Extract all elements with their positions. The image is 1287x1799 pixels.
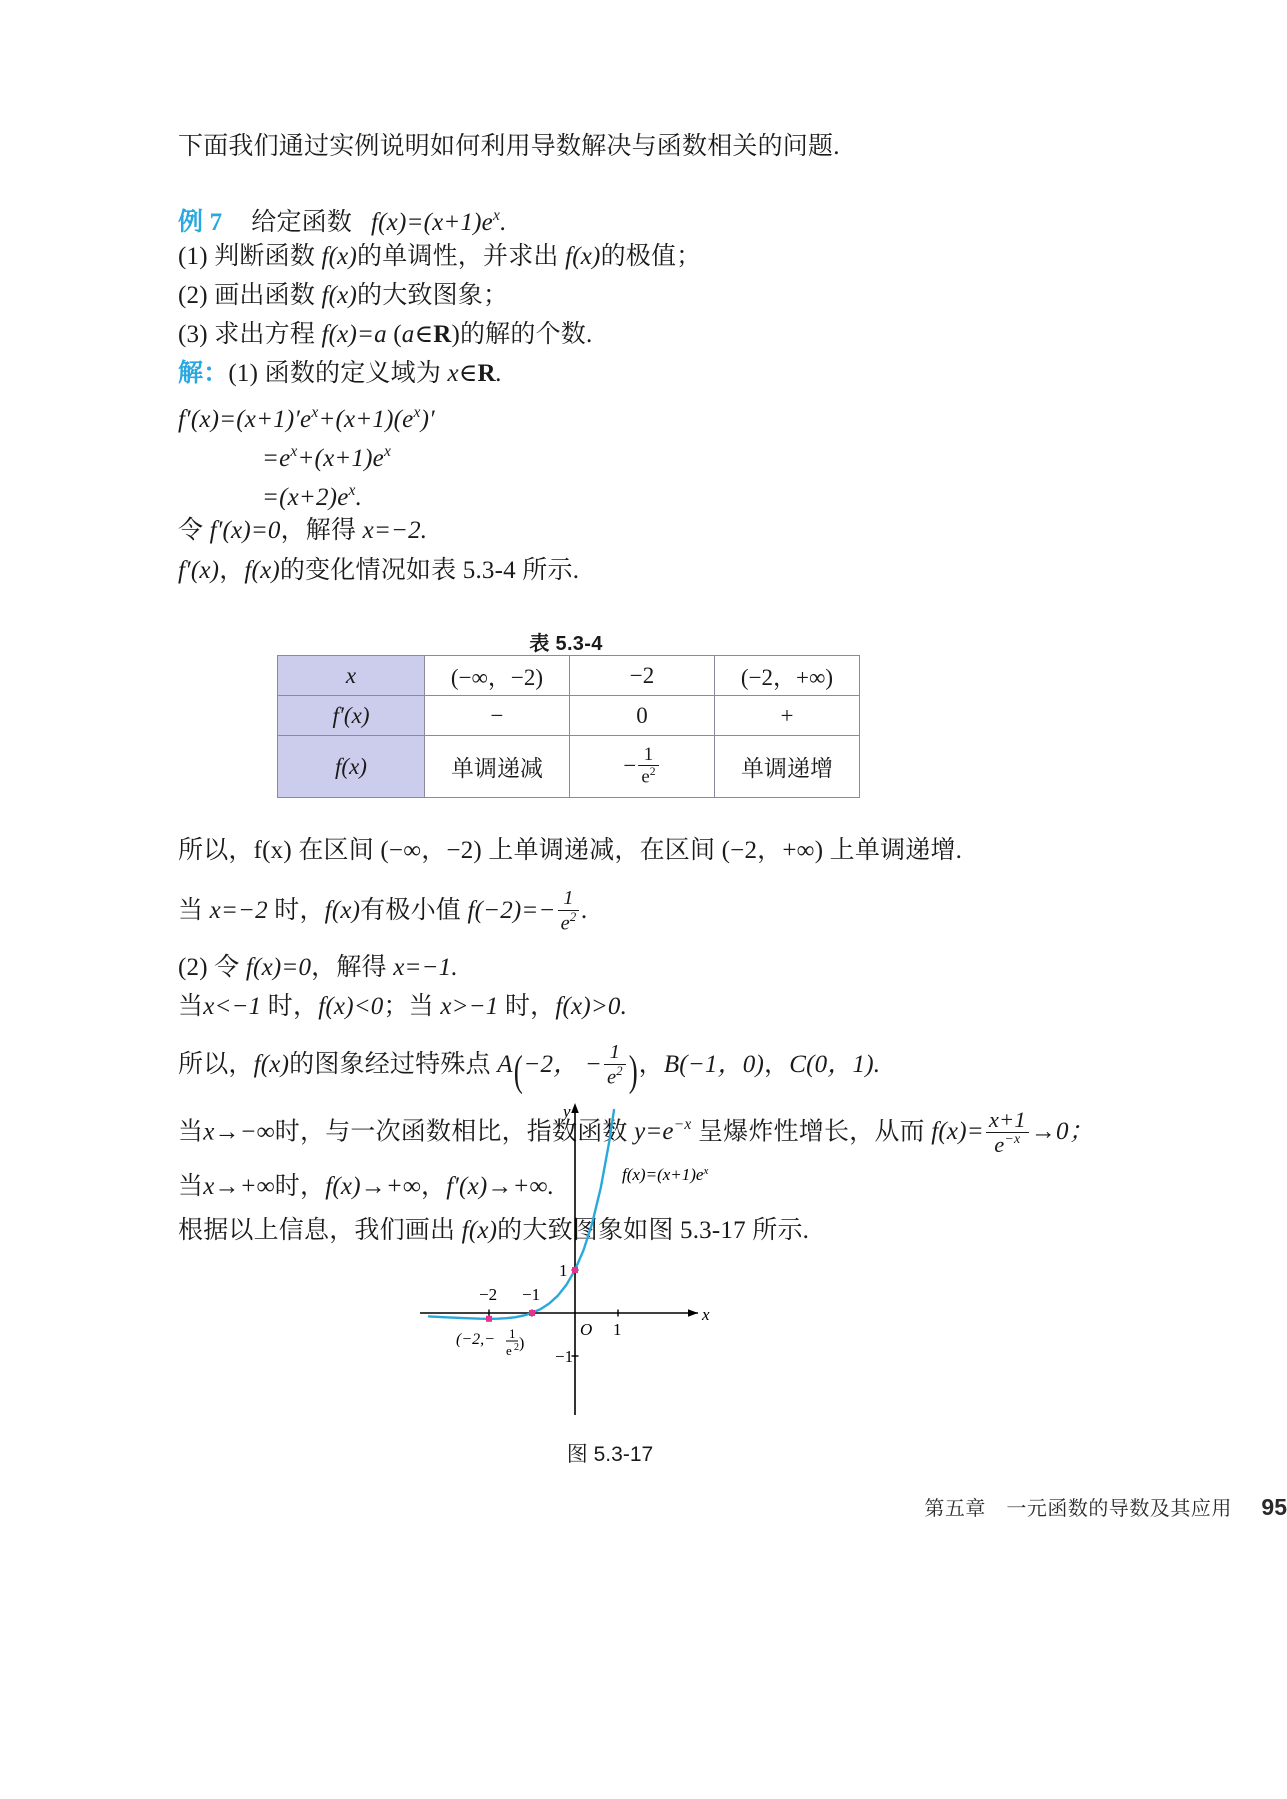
solution-label: 解： — [178, 360, 229, 387]
derivative-line-3: $=(x+2)e^x$. — [262, 482, 363, 512]
page-footer — [0, 1492, 1287, 1521]
x-tick-label-1: 1 — [613, 1320, 622, 1339]
example-function: $f(x)=(x+1)e^x$. — [370, 207, 507, 237]
table-caption: 表 5.3-4 — [529, 633, 603, 655]
part2-solve-zero: (2) 令 f(x)=0，解得 x=−1. — [178, 954, 458, 981]
y-axis-label: y — [563, 1102, 571, 1121]
y-tick-label--1: −1 — [555, 1347, 574, 1366]
svg-text:2: 2 — [514, 1342, 519, 1353]
table-cell-x-interval-1: (−∞，−2) — [425, 656, 570, 696]
limit-line-2: 当x→+∞时，f(x)→+∞，f′(x)→+∞. — [178, 1173, 555, 1200]
example-item-3: (3) 求出方程 f(x)=a (a∈R)的解的个数. — [178, 321, 593, 348]
figure-reference-line: 根据以上信息，我们画出 f(x)的大致图象如图 5.3-17 所示. — [178, 1217, 810, 1244]
table-cell-fprime-1: − — [425, 696, 570, 736]
svg-text:): ) — [519, 1335, 525, 1352]
x-tick-label--1: −1 — [522, 1285, 541, 1304]
table-row — [278, 736, 860, 798]
table-cell-fprime-3: + — [715, 696, 860, 736]
monotonicity-conclusion: 所以，f(x) 在区间 (−∞，−2) 上单调递减，在区间 (−2，+∞) 上单调递增. — [178, 837, 963, 864]
svg-text:(−2,−: (−2,− — [456, 1331, 495, 1348]
limit-line-1: 当x→−∞时，与一次函数相比，指数函数 $y=e^{-x}$ 呈爆炸性增长，从而 f(x)= $\frac{x+1}{e^{-x}}$ →0； — [178, 1107, 1094, 1157]
example-item-2: (2) 画出函数 f(x)的大致图象； — [178, 282, 509, 309]
table-cell-x-point: −2 — [570, 656, 715, 696]
table-cell-f-3: 单调递增 — [715, 736, 860, 798]
table-row — [278, 656, 860, 696]
table-cell-x-interval-2: (−2，+∞) — [715, 656, 860, 696]
x-tick-label--2: −2 — [479, 1285, 498, 1304]
figure-caption: 图 5.3-17 — [566, 1443, 654, 1466]
origin-label: O — [580, 1320, 593, 1339]
example-label: 例 7 — [178, 209, 223, 237]
table-reference: f′(x)，f(x)的变化情况如表 5.3-4 所示. — [178, 557, 580, 584]
curve-label: $f(x)=(x+1)e^x$ — [622, 1165, 709, 1184]
table-cell-f-2: − $\frac{1}{e^2}$ — [570, 736, 715, 798]
point-A-label — [456, 1326, 524, 1358]
graph-svg — [400, 1095, 820, 1435]
derivative-line-1: $f'(x)=(x+1)'e^x+(x+1)(e^x)'$ — [178, 404, 435, 434]
example-heading — [178, 199, 507, 240]
point-A-marker — [486, 1316, 492, 1322]
page-number: 95 — [1261, 1494, 1287, 1520]
solution-heading: 解：(1) 函数的定义域为 x∈R. — [178, 360, 503, 387]
example-statement-prefix: 给定函数 — [251, 209, 353, 237]
y-tick-label-1: 1 — [559, 1261, 568, 1280]
set-derivative-zero: 令 f′(x)=0，解得 x=−2. — [178, 517, 428, 544]
svg-text:e: e — [506, 1343, 512, 1358]
table-cell-fprime-2: 0 — [570, 696, 715, 736]
derivative-line-2: $=e^x+(x+1)e^x$ — [262, 443, 392, 473]
table-row — [278, 696, 860, 736]
point-B-marker — [529, 1310, 535, 1316]
footer-chapter: 第五章 一元函数的导数及其应用 — [924, 1498, 1232, 1520]
intro-paragraph: 下面我们通过实例说明如何利用导数解决与函数相关的问题. — [178, 133, 840, 160]
x-axis-label: x — [702, 1305, 710, 1324]
table-header-f: f(x) — [278, 736, 425, 798]
table-header-x: x — [278, 656, 425, 696]
example-item-1: (1) 判断函数 f(x)的单调性，并求出 f(x)的极值； — [178, 243, 702, 270]
point-C-marker — [572, 1267, 578, 1273]
sign-analysis-line: 当x<−1 时，f(x)<0；当 x>−1 时，f(x)>0. — [178, 993, 628, 1020]
x-axis-arrow — [688, 1309, 698, 1317]
function-graph-figure — [400, 1095, 820, 1435]
variation-table — [277, 655, 855, 798]
table-cell-f-1: 单调递减 — [425, 736, 570, 798]
svg-text:1: 1 — [509, 1326, 516, 1341]
table-header-fprime: f′(x) — [278, 696, 425, 736]
minimum-value-line: 当 x=−2 时，f(x)有极小值 f(−2)=− $\frac{1}{e^2}$ . — [178, 887, 588, 934]
y-axis-arrow — [571, 1103, 579, 1113]
special-points-line: 所以，f(x)的图象经过特殊点 A(−2， − $\frac{1}{e^2}$ )，B(−1，0)，C(0，1). — [178, 1041, 881, 1096]
